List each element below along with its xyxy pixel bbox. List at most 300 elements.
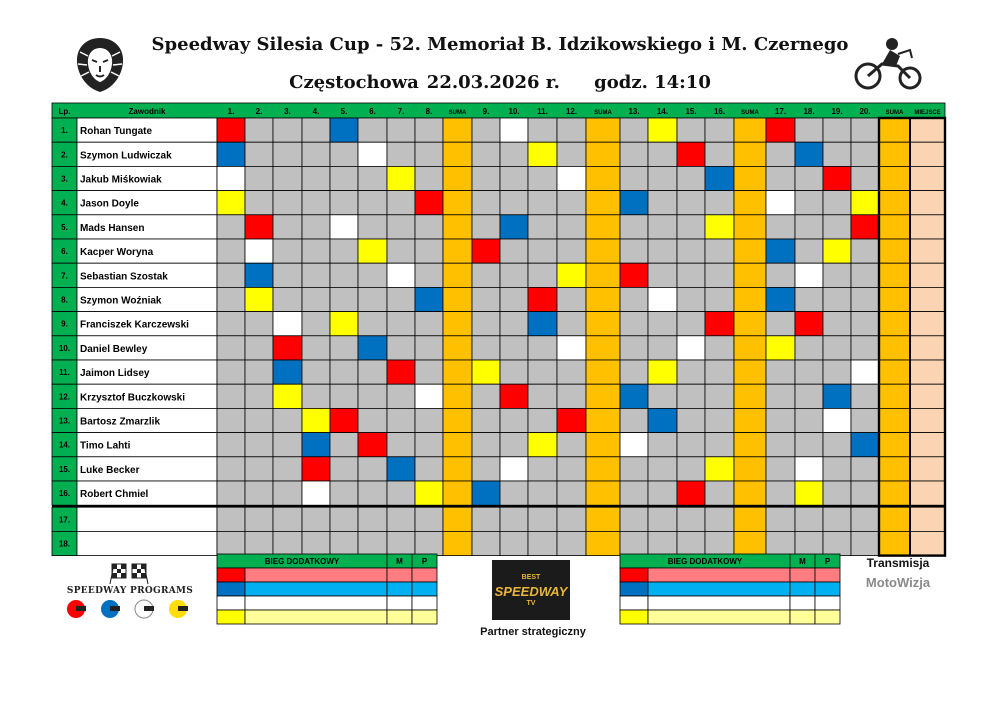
sum-cell <box>586 215 620 239</box>
heat-cell <box>557 457 586 481</box>
gate-cell-Y <box>330 312 358 336</box>
heat-cell <box>677 118 705 142</box>
heat-cell <box>620 531 648 555</box>
extra-heat-left-name-cell <box>245 568 387 582</box>
place-cell <box>910 239 945 263</box>
gate-cell-W <box>387 263 415 287</box>
heat-cell <box>677 507 705 531</box>
sum-cell <box>879 263 910 287</box>
heat-cell <box>387 408 415 432</box>
heat-cell <box>648 191 677 215</box>
sum-cell <box>879 142 910 166</box>
gate-cell-Y <box>273 384 302 408</box>
heat-cell <box>528 507 557 531</box>
gate-cell-R <box>851 215 879 239</box>
header-heat-15: 13. <box>628 107 640 116</box>
gate-cell-B <box>472 481 500 505</box>
heat-cell <box>217 408 245 432</box>
sum-cell <box>734 287 766 311</box>
heat-cell <box>302 360 330 384</box>
extra-heat-left-m-cell <box>387 610 412 624</box>
heat-cell <box>472 142 500 166</box>
heat-cell <box>705 507 734 531</box>
heat-cell <box>528 481 557 505</box>
heat-cell <box>766 384 795 408</box>
gate-cell-R <box>823 166 851 190</box>
heat-cell <box>620 215 648 239</box>
heat-cell <box>415 433 443 457</box>
sum-cell <box>734 336 766 360</box>
heat-cell <box>415 239 443 263</box>
heat-cell <box>620 142 648 166</box>
heat-cell <box>217 312 245 336</box>
heat-cell <box>358 408 387 432</box>
heat-cell <box>648 166 677 190</box>
heat-cell <box>472 457 500 481</box>
gate-cell-R <box>500 384 528 408</box>
heat-cell <box>677 191 705 215</box>
gate-cell-W <box>557 336 586 360</box>
extra-heat-right-name-cell <box>648 582 790 596</box>
heat-cell <box>302 166 330 190</box>
header-heat-7: 7. <box>397 107 405 116</box>
gate-cell-W <box>766 191 795 215</box>
heat-cell <box>823 215 851 239</box>
sum-cell <box>879 481 910 505</box>
heat-cell <box>851 263 879 287</box>
sum-cell <box>443 312 472 336</box>
heat-cell <box>620 481 648 505</box>
heat-cell <box>330 142 358 166</box>
sum-cell <box>734 457 766 481</box>
heat-cell <box>705 239 734 263</box>
extra-heat-left-gate-cell <box>217 568 245 582</box>
header-heat-23: 20. <box>859 107 871 116</box>
best-speedway-tv-logo <box>492 560 570 620</box>
heat-cell <box>557 215 586 239</box>
extra-heat-left-name-cell <box>245 596 387 610</box>
heat-cell <box>528 118 557 142</box>
heat-cell <box>795 215 823 239</box>
heat-cell <box>766 433 795 457</box>
heat-cell <box>245 384 273 408</box>
sum-cell <box>879 433 910 457</box>
heat-cell <box>415 142 443 166</box>
heat-cell <box>217 531 245 555</box>
sum-cell <box>879 166 910 190</box>
extra-heat-right-name-cell <box>648 568 790 582</box>
rider-number: 7. <box>61 271 68 281</box>
rider-name: Bartosz Zmarzlik <box>80 416 161 428</box>
heat-cell <box>705 433 734 457</box>
heat-cell <box>302 336 330 360</box>
best-speedway-small-text: BEST <box>521 574 541 581</box>
heat-cell <box>557 191 586 215</box>
heat-cell <box>358 384 387 408</box>
heat-cell <box>273 215 302 239</box>
heat-cell <box>273 239 302 263</box>
sum-cell <box>734 507 766 531</box>
rider-name: Sebastian Szostak <box>80 271 168 283</box>
gate-cell-R <box>677 142 705 166</box>
gate-cell-Y <box>415 481 443 505</box>
gate-cell-R <box>217 118 245 142</box>
heat-cell <box>648 384 677 408</box>
heat-cell <box>273 191 302 215</box>
heat-cell <box>823 481 851 505</box>
sum-cell <box>586 336 620 360</box>
gate-cell-R <box>358 433 387 457</box>
sum-cell <box>879 312 910 336</box>
extra-heat-right-gate-cell <box>620 610 648 624</box>
sum-cell <box>443 142 472 166</box>
header-heat-16: 14. <box>656 107 669 116</box>
rider-name: Rohan Tungate <box>80 126 153 138</box>
heat-cell <box>358 531 387 555</box>
sum-cell <box>879 118 910 142</box>
sum-cell <box>586 384 620 408</box>
heat-cell <box>302 215 330 239</box>
heat-cell <box>795 408 823 432</box>
header-heat-13: 12. <box>565 107 578 116</box>
heat-cell <box>415 336 443 360</box>
heat-cell <box>302 384 330 408</box>
rider-number: 8. <box>61 295 68 305</box>
heat-cell <box>851 166 879 190</box>
heat-cell <box>620 457 648 481</box>
heat-cell <box>557 481 586 505</box>
heat-cell <box>557 531 586 555</box>
gate-cell-R <box>557 408 586 432</box>
place-cell <box>910 166 945 190</box>
gate-cell-Y <box>851 191 879 215</box>
heat-cell <box>472 384 500 408</box>
extra-heat-right-gate-cell <box>620 582 648 596</box>
heat-cell <box>245 118 273 142</box>
heat-cell <box>795 239 823 263</box>
rider-name: Jason Doyle <box>80 198 139 210</box>
heat-cell <box>705 336 734 360</box>
extra-heat-left-p-cell <box>412 582 437 596</box>
heat-cell <box>217 360 245 384</box>
heat-cell <box>705 191 734 215</box>
heat-cell <box>387 287 415 311</box>
gate-cell-R <box>620 263 648 287</box>
header-heat-22: 19. <box>831 107 843 116</box>
heat-cell <box>273 481 302 505</box>
sum-cell <box>734 263 766 287</box>
sum-cell <box>586 360 620 384</box>
gate-cell-R <box>472 239 500 263</box>
header-heat-21: 18. <box>803 107 815 116</box>
heat-cell <box>472 191 500 215</box>
sum-cell <box>443 191 472 215</box>
gate-cell-W <box>500 118 528 142</box>
sum-cell <box>734 481 766 505</box>
heat-cell <box>472 336 500 360</box>
heat-cell <box>823 531 851 555</box>
heat-cell <box>851 531 879 555</box>
heat-cell <box>273 142 302 166</box>
gate-cell-W <box>500 457 528 481</box>
gate-cell-B <box>851 433 879 457</box>
header-heat-24: SUMA <box>885 110 904 116</box>
heat-cell <box>387 312 415 336</box>
gate-cell-Y <box>217 191 245 215</box>
heat-cell <box>387 142 415 166</box>
sum-cell <box>586 118 620 142</box>
heat-cell <box>795 191 823 215</box>
rider-number: 6. <box>61 247 68 257</box>
rider-name-cell <box>77 507 217 531</box>
heat-cell <box>245 360 273 384</box>
gate-cell-W <box>415 384 443 408</box>
heat-cell <box>500 433 528 457</box>
extra-heat-left-gate-cell <box>217 610 245 624</box>
gate-cell-W <box>557 166 586 190</box>
heat-cell <box>302 531 330 555</box>
gate-cell-B <box>705 166 734 190</box>
gate-cell-Y <box>823 239 851 263</box>
sum-cell <box>443 118 472 142</box>
sum-cell <box>586 457 620 481</box>
event-city: Częstochowa <box>289 72 419 93</box>
heat-cell <box>472 166 500 190</box>
sum-cell <box>586 507 620 531</box>
gate-cell-Y <box>795 481 823 505</box>
rider-name: Krzysztof Buczkowski <box>80 392 186 404</box>
heat-cell <box>387 215 415 239</box>
gate-cell-R <box>273 336 302 360</box>
extra-heat-left-m-cell <box>387 568 412 582</box>
gate-cell-W <box>851 360 879 384</box>
header-heat-8: 8. <box>425 107 433 116</box>
sum-cell <box>443 481 472 505</box>
sum-cell <box>879 408 910 432</box>
rider-name: Szymon Ludwiczak <box>80 150 172 162</box>
header-heat-1: 1. <box>227 107 235 116</box>
heat-cell <box>245 408 273 432</box>
heat-cell <box>766 360 795 384</box>
heat-cell <box>795 336 823 360</box>
heat-cell <box>330 191 358 215</box>
gate-cell-B <box>217 142 245 166</box>
heat-cell <box>528 336 557 360</box>
heat-cell <box>330 166 358 190</box>
sum-cell <box>443 408 472 432</box>
gate-cell-B <box>766 239 795 263</box>
heat-cell <box>358 215 387 239</box>
heat-cell <box>648 507 677 531</box>
heat-cell <box>705 531 734 555</box>
extra-heat-right-gate-cell <box>620 568 648 582</box>
heat-cell <box>823 336 851 360</box>
heat-cell <box>245 142 273 166</box>
sum-cell <box>586 481 620 505</box>
heat-cell <box>795 360 823 384</box>
heat-cell <box>217 507 245 531</box>
heat-cell <box>823 507 851 531</box>
rider-number: 17. <box>58 515 71 525</box>
sum-cell <box>586 166 620 190</box>
sum-cell <box>586 263 620 287</box>
heat-cell <box>387 531 415 555</box>
gate-cell-Y <box>358 239 387 263</box>
rider-name: Timo Lahti <box>80 440 131 452</box>
rider-name: Kacper Woryna <box>80 247 154 259</box>
heat-cell <box>387 481 415 505</box>
heat-cell <box>795 166 823 190</box>
gate-cell-B <box>766 287 795 311</box>
gate-cell-R <box>302 457 330 481</box>
extra-heat-left-p: P <box>421 557 428 566</box>
sum-cell <box>734 531 766 555</box>
gate-cell-Y <box>648 360 677 384</box>
heat-cell <box>851 408 879 432</box>
sum-cell <box>734 408 766 432</box>
gate-cell-Y <box>705 215 734 239</box>
gate-cell-W <box>648 287 677 311</box>
gate-cell-B <box>245 263 273 287</box>
heat-cell <box>528 239 557 263</box>
heat-cell <box>766 215 795 239</box>
heat-cell <box>415 263 443 287</box>
gate-cell-Y <box>472 360 500 384</box>
heat-cell <box>851 312 879 336</box>
heat-cell <box>557 118 586 142</box>
place-cell <box>910 142 945 166</box>
extra-heat-right-name-cell <box>648 610 790 624</box>
heat-cell <box>273 433 302 457</box>
gate-cell-W <box>330 215 358 239</box>
heat-cell <box>766 142 795 166</box>
sum-cell <box>879 215 910 239</box>
heat-cell <box>358 457 387 481</box>
heat-cell <box>795 384 823 408</box>
gate-cell-W <box>677 336 705 360</box>
heat-cell <box>528 384 557 408</box>
heat-cell <box>823 360 851 384</box>
header-heat-14: SUMA <box>594 110 612 116</box>
heat-cell <box>415 457 443 481</box>
rider-name: Jaimon Lidsey <box>80 368 150 380</box>
heat-cell <box>415 507 443 531</box>
heat-cell <box>705 287 734 311</box>
heat-cell <box>472 312 500 336</box>
heat-cell <box>677 384 705 408</box>
heat-cell <box>677 166 705 190</box>
extra-heat-left-m-cell <box>387 582 412 596</box>
sum-cell <box>734 239 766 263</box>
gate-cell-W <box>795 457 823 481</box>
heat-cell <box>851 336 879 360</box>
rider-number: 15. <box>58 464 71 474</box>
heat-cell <box>330 287 358 311</box>
gate-cell-Y <box>766 336 795 360</box>
heat-cell <box>302 191 330 215</box>
heat-cell <box>217 384 245 408</box>
rider-number: 5. <box>61 222 68 232</box>
gate-cell-R <box>705 312 734 336</box>
heat-cell <box>766 531 795 555</box>
sum-cell <box>734 384 766 408</box>
gate-cell-R <box>795 312 823 336</box>
header-heat-18: 16. <box>713 107 726 116</box>
heat-cell <box>358 360 387 384</box>
gate-cell-B <box>500 215 528 239</box>
extra-heat-right-label: BIEG DODATKOWY <box>667 557 743 566</box>
event-date: 22.03.2026 r. <box>426 72 560 93</box>
sum-cell <box>443 384 472 408</box>
heat-cell <box>795 531 823 555</box>
sum-cell <box>443 239 472 263</box>
heat-cell <box>245 433 273 457</box>
gate-cell-B <box>528 312 557 336</box>
heat-cell <box>648 142 677 166</box>
heat-cell <box>851 239 879 263</box>
gate-cell-R <box>766 118 795 142</box>
place-cell <box>910 384 945 408</box>
heat-cell <box>528 166 557 190</box>
rider-number: 12. <box>58 392 71 402</box>
place-cell <box>910 191 945 215</box>
heat-cell <box>415 312 443 336</box>
heat-cell <box>217 481 245 505</box>
rider-number: 14. <box>58 440 71 450</box>
heat-cell <box>677 215 705 239</box>
sum-cell <box>734 191 766 215</box>
heat-cell <box>620 239 648 263</box>
extra-heat-right-p-cell <box>815 568 840 582</box>
rider-name: Szymon Woźniak <box>80 295 162 307</box>
header-heat-19: SUMA <box>741 110 759 116</box>
heat-cell <box>358 263 387 287</box>
heat-cell <box>851 457 879 481</box>
heat-cell <box>705 263 734 287</box>
heat-cell <box>500 531 528 555</box>
heat-cell <box>330 433 358 457</box>
heat-cell <box>500 481 528 505</box>
heat-cell <box>528 263 557 287</box>
sum-cell <box>734 433 766 457</box>
heat-cell <box>472 287 500 311</box>
sum-cell <box>879 457 910 481</box>
heat-cell <box>557 312 586 336</box>
header-heat-12: 11. <box>537 107 548 116</box>
heat-cell <box>245 166 273 190</box>
heat-cell <box>620 507 648 531</box>
extra-heat-left-p-cell <box>412 596 437 610</box>
rider-number: 10. <box>58 343 71 353</box>
extra-heat-left-p-cell <box>412 610 437 624</box>
rider-name: Mads Hansen <box>80 222 145 234</box>
gate-cell-R <box>677 481 705 505</box>
sum-cell <box>734 215 766 239</box>
gate-cell-R <box>415 191 443 215</box>
heat-cell <box>330 360 358 384</box>
heat-cell <box>500 408 528 432</box>
sum-cell <box>879 336 910 360</box>
place-cell <box>910 312 945 336</box>
rider-name: Jakub Miśkowiak <box>80 174 162 186</box>
heat-cell <box>705 142 734 166</box>
gate-cell-W <box>302 481 330 505</box>
sum-cell <box>879 507 910 531</box>
heat-cell <box>500 336 528 360</box>
place-cell <box>910 433 945 457</box>
heat-cell <box>245 457 273 481</box>
place-cell <box>910 215 945 239</box>
